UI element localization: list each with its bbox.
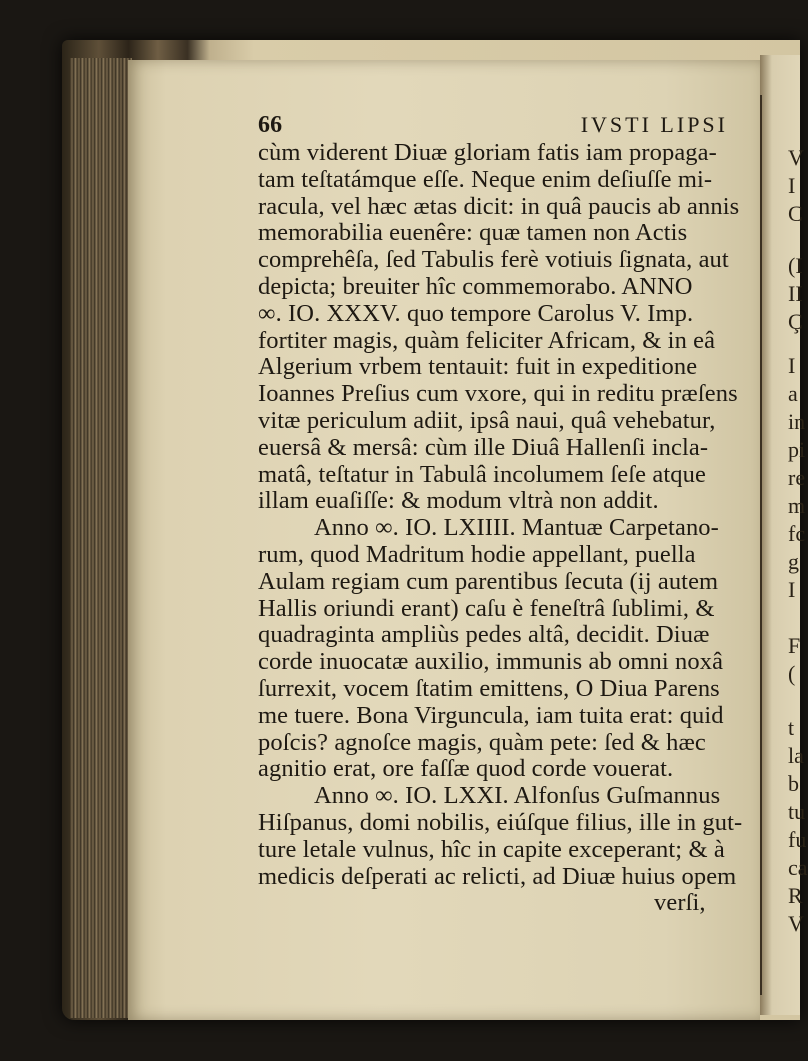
- text-line: rum, quod Madritum hodie appellant, puella: [258, 540, 696, 568]
- right-page-fragment: F: [788, 633, 801, 658]
- right-page-fragment: fc: [788, 521, 806, 546]
- right-page-fragment: I: [788, 173, 796, 198]
- right-page-fragment: g: [788, 549, 799, 574]
- right-page-fragment: b: [788, 771, 799, 796]
- text-line: matâ, teſtatur in Tabulâ incolumem ſeſe atque: [258, 460, 706, 488]
- text-line: tam teſtatámque eſſe. Neque enim deſiuſſe mi-: [258, 165, 713, 193]
- page-text: [258, 112, 758, 917]
- right-page-fragment: a: [788, 381, 798, 406]
- text-line: cùm viderent Diuæ gloriam fatis iam propaga-: [258, 139, 717, 166]
- text-line: medicis deſperati ac relicti, ad Diuæ huius opem: [258, 862, 737, 890]
- running-head: IVSTI LIPSI: [580, 112, 728, 137]
- paragraph-start-line: Anno ∞. IO. LXXI. Alfonſus Guſmannus: [314, 782, 721, 810]
- paragraph-start-line: Anno ∞. IO. LXIIII. Mantuæ Carpetano-: [314, 514, 719, 542]
- right-page-fragment: V: [788, 911, 804, 936]
- catchword: verſi,: [654, 889, 706, 917]
- text-line: illam euaſiſſe: & modum vltrà non addit.: [258, 487, 659, 515]
- right-page-fragment: tu: [788, 799, 806, 824]
- text-line: ∞. IO. XXXV. quo tempore Carolus V. Imp.: [258, 299, 694, 327]
- text-line: comprehêſa, ſed Tabulis ferè votiuis ſignata, aut: [258, 246, 729, 274]
- right-page-fragment: Ç: [788, 309, 803, 334]
- right-page-fragment: (: [788, 661, 796, 686]
- text-line: quadraginta ampliùs pedes altâ, decidit. Diuæ: [258, 621, 710, 649]
- text-line: memorabilia euenêre: quæ tamen non Actis: [258, 219, 688, 247]
- right-page-fragment: I: [788, 353, 796, 378]
- right-page-fragment: pi: [788, 437, 806, 462]
- text-line: poſcis? agnoſce magis, quàm pete: ſed & hæc: [258, 728, 706, 756]
- right-page-fragment: la: [788, 743, 804, 768]
- right-page-fragment: C: [788, 201, 803, 226]
- text-line: me tuere. Bona Virguncula, iam tuita erat: quid: [258, 701, 724, 729]
- text-line: Algerium vrbem tentauit: fuit in expeditione: [258, 353, 698, 381]
- text-line: Hallis oriundi erant) caſu è feneſtrâ ſublimi, &: [258, 594, 715, 622]
- text-line: corde inuocatæ auxilio, immunis ab omni noxâ: [258, 648, 724, 676]
- text-line: ture letale vulnus, hîc in capite exceperant; & à: [258, 835, 725, 863]
- right-page-fragment: re: [788, 465, 806, 490]
- text-line: ſurrexit, vocem ſtatim emittens, O Diua Parens: [258, 674, 720, 702]
- right-page-fragment: m: [788, 493, 806, 518]
- page-number: 66: [258, 112, 283, 138]
- text-line: racula, vel hæc ætas dicit: in quâ paucis ab annis: [258, 192, 740, 220]
- text-line: vitæ periculum adiit, ipsâ naui, quâ vehebatur,: [258, 406, 716, 434]
- text-line: fortiter magis, quàm feliciter Africam, & in eâ: [258, 326, 716, 354]
- right-page-edge: [760, 55, 808, 1015]
- text-line: Hiſpanus, domi nobilis, eiúſque filius, ille in gut-: [258, 808, 743, 836]
- right-page-fragment: II: [788, 281, 803, 306]
- text-line: euersâ & mersâ: cùm ille Diuâ Hallenſi incla-: [258, 433, 709, 461]
- right-page-fragment: V: [788, 145, 804, 170]
- text-line: Ioannes Preſius cum vxore, qui in reditu præſens: [258, 380, 738, 408]
- text-line: depicta; breuiter hîc commemorabo. ANNO: [258, 272, 693, 300]
- right-page-fragment: t: [788, 715, 795, 740]
- page-header: [258, 112, 728, 140]
- page-edges: [70, 58, 132, 1018]
- text-line: Aulam regiam cum parentibus ſecuta (ij autem: [258, 567, 719, 595]
- text-line: agnitio erat, ore faſſæ quod corde vouerat.: [258, 755, 674, 783]
- right-page-fragment: R: [788, 883, 803, 908]
- right-page-fragment: in: [788, 409, 806, 434]
- right-page-fragment: (I: [788, 253, 803, 278]
- right-page-fragment: I: [788, 577, 796, 602]
- right-page-fragment: ca: [788, 855, 808, 880]
- right-page-fragment: fu: [788, 827, 807, 852]
